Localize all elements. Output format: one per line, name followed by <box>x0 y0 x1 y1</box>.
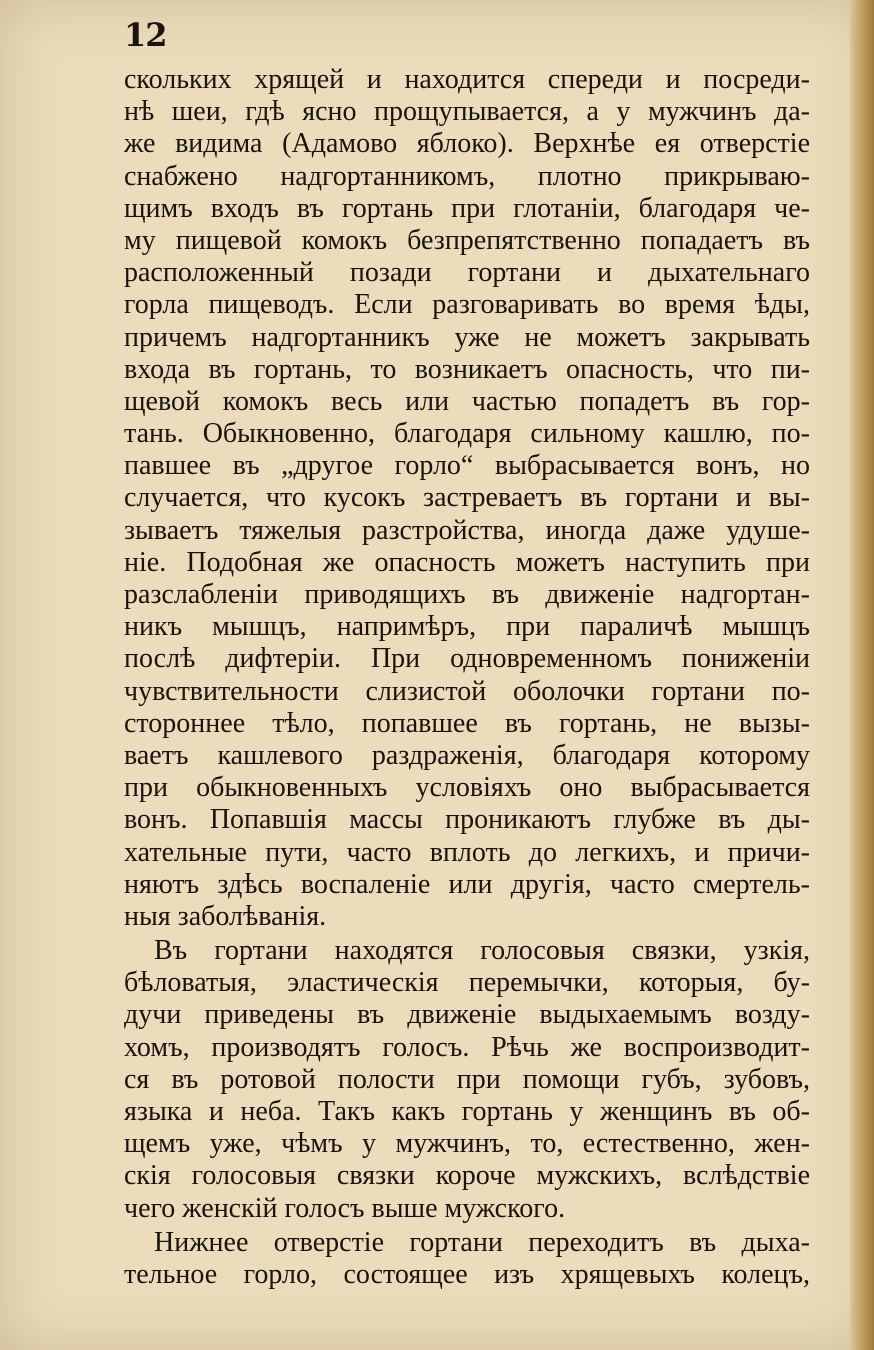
text-line: Въ гортани находятся голосовыя связки, узкія, <box>154 935 810 967</box>
text-line: Нижнее отверстіе гортани переходитъ въ дыха- <box>154 1226 810 1258</box>
text-line: щемъ уже, чѣмъ у мужчинъ, то, естественно, жен- <box>124 1128 810 1160</box>
text-line: тань. Обыкновенно, благодаря сильному кашлю, по- <box>124 418 810 450</box>
text-line: ваетъ кашлевого раздраженія, благодаря которому <box>124 739 810 771</box>
text-line: дучи приведены въ движеніе выдыхаемымъ возду- <box>124 999 810 1031</box>
text-line: входа въ гортань, то возникаетъ опасность, что пи- <box>124 353 810 385</box>
page-text <box>124 64 810 1291</box>
text-line: ся въ ротовой полости при помощи губъ, зубовъ, <box>124 1063 810 1095</box>
text-line: скольких хрящей и находится спереди и посреди- <box>124 64 810 95</box>
text-line: хательные пути, часто вплоть до легкихъ, и причи- <box>124 836 810 868</box>
text-line: щевой комокъ весь или частью попадетъ въ гор- <box>124 385 810 417</box>
text-line: зываетъ тяжелыя разстройства, иногда даже удуше- <box>124 514 810 546</box>
paragraph <box>124 64 810 933</box>
text-line: ныя заболѣванія. <box>124 900 327 932</box>
text-line: ніе. Подобная же опасность можетъ наступить при <box>124 546 810 578</box>
text-line: же видима (Адамово яблоко). Верхнѣе ея отверстіе <box>124 128 810 160</box>
text-line: послѣ дифтеріи. При одновременномъ пониженіи <box>124 643 810 675</box>
text-line: случается, что кусокъ застреваетъ въ гортани и вы- <box>124 482 810 514</box>
text-line: хомъ, производятъ голосъ. Рѣчь же воспроизводит- <box>124 1031 810 1063</box>
text-line: нѣ шеи, гдѣ ясно прощупывается, а у мужчинъ да- <box>124 96 810 128</box>
text-line: разслабленіи приводящихъ въ движеніе надгортан- <box>124 579 810 610</box>
text-line: никъ мышцъ, напримѣръ, при параличѣ мышцъ <box>124 611 810 643</box>
page-edge <box>850 0 874 1350</box>
text-line: горла пищеводъ. Если разговаривать во время ѣды, <box>124 289 810 321</box>
text-line: му пищевой комокъ безпрепятственно попадаетъ въ <box>124 224 810 256</box>
text-line: няютъ здѣсь воспаленіе или другія, часто смертель- <box>124 868 810 900</box>
text-line: языка и неба. Такъ какъ гортань у женщинъ въ об- <box>124 1096 810 1127</box>
text-line: при обыкновенныхъ условіяхъ оно выбрасывается <box>124 772 810 804</box>
text-line: павшее въ „другое горло“ выбрасывается вонъ, но <box>124 450 810 482</box>
page-number: 12 <box>124 16 167 54</box>
text-line: бѣловатыя, эластическія перемычки, которыя, бу- <box>124 967 810 999</box>
text-line: расположенный позади гортани и дыхательнаго <box>124 257 810 289</box>
paragraph <box>124 935 810 1225</box>
text-line: стороннее тѣло, попавшее въ гортань, не вызы- <box>124 707 810 739</box>
text-line: скія голосовыя связки короче мужскихъ, вслѣдствіе <box>124 1160 810 1192</box>
paragraph <box>124 1227 810 1291</box>
text-line: тельное горло, состоящее изъ хрящевыхъ колецъ, <box>124 1258 810 1290</box>
text-line: щимъ входъ въ гортань при глотаніи, благодаря че- <box>124 192 810 224</box>
text-line: чувствительности слизистой оболочки гортани по- <box>124 675 810 707</box>
text-line: снабжено надгортанникомъ, плотно прикрываю- <box>124 160 810 192</box>
text-line: вонъ. Попавшія массы проникаютъ глубже въ ды- <box>124 804 810 836</box>
text-line: чего женскій голосъ выше мужского. <box>124 1192 566 1224</box>
text-line: причемъ надгортанникъ уже не можетъ закрывать <box>124 321 810 353</box>
